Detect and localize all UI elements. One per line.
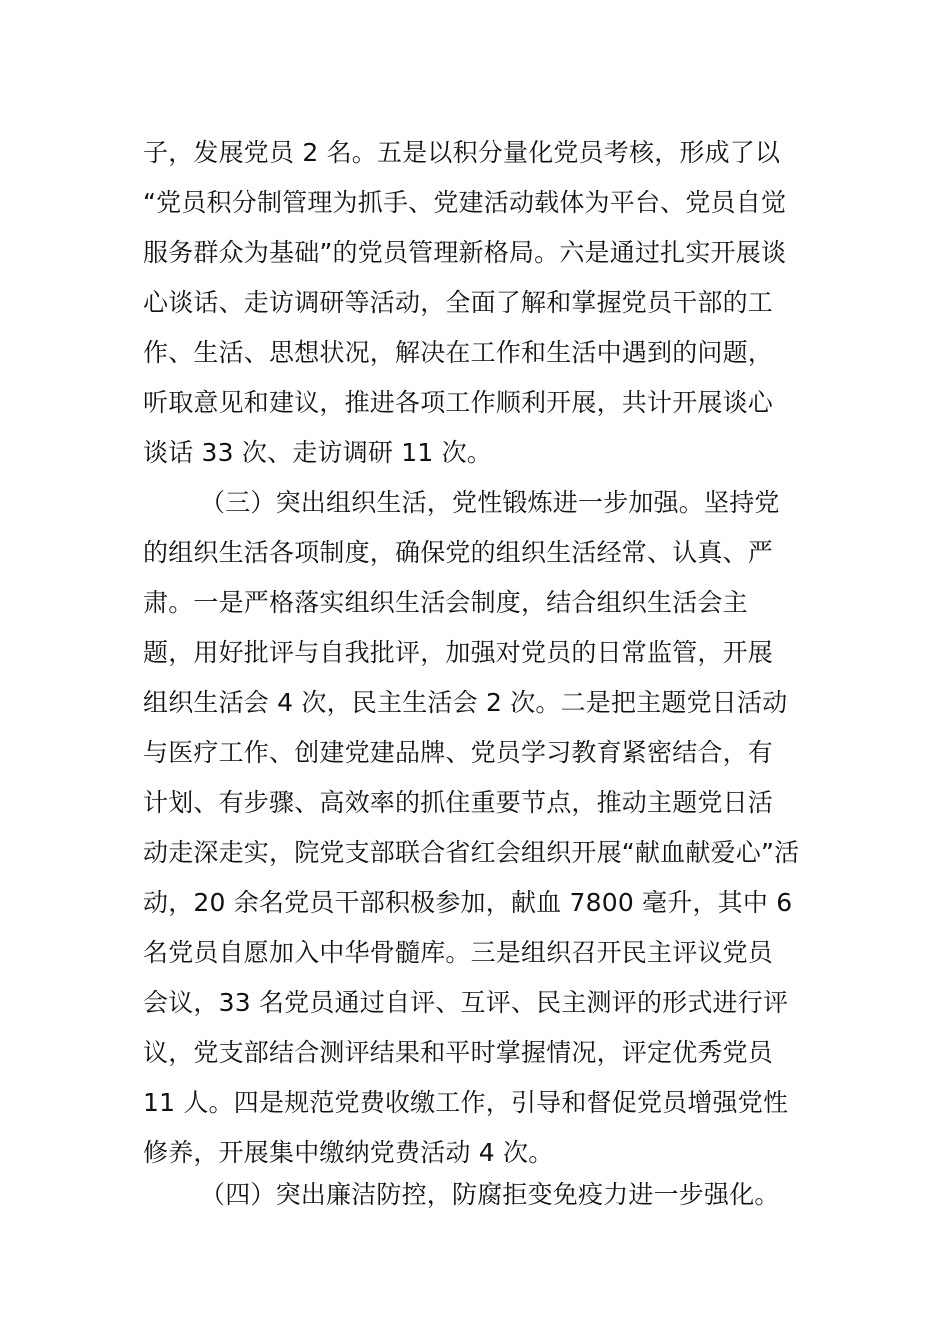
text-line: 心谈话、走访调研等活动，全面了解和掌握党员干部的工 [143,288,774,317]
text-line: 会议，33 名党员通过自评、互评、民主测评的形式进行评 [143,988,789,1017]
text-line: 计划、有步骤、高效率的抓住重要节点，推动主题党日活 [143,788,774,817]
text-line: 谈话 33 次、走访调研 11 次。 [143,438,493,467]
text-line: 11 人。四是规范党费收缴工作，引导和督促党员增强党性 [143,1088,789,1117]
text-line: 肃。一是严格落实组织生活会制度，结合组织生活会主 [143,588,748,617]
text-line: 子，发展党员 2 名。五是以积分量化党员考核，形成了以 [143,138,781,167]
text-line: 作、生活、思想状况，解决在工作和生活中遇到的问题， [143,338,774,367]
text-line: 题，用好批评与自我批评，加强对党员的日常监管，开展 [143,638,774,667]
text-line: “党员积分制管理为抓手、党建活动载体为平台、党员自觉 [143,188,787,217]
section-heading-3: （三）突出组织生活，党性锻炼进一步加强。坚持党 [200,488,780,517]
text-line: 的组织生活各项制度，确保党的组织生活经常、认真、严 [143,538,774,567]
text-line: 动走深走实，院党支部联合省红会组织开展“献血献爱心”活 [143,838,800,867]
text-line: 议，党支部结合测评结果和平时掌握情况，评定优秀党员 [143,1038,774,1067]
section-heading-4: （四）突出廉洁防控，防腐拒变免疫力进一步强化。 [200,1180,780,1209]
text-line: 修养，开展集中缴纳党费活动 4 次。 [143,1138,554,1167]
text-line: 动，20 余名党员干部积极参加，献血 7800 毫升，其中 6 [143,888,793,917]
text-line: 组织生活会 4 次，民主生活会 2 次。二是把主题党日活动 [143,688,788,717]
text-line: 名党员自愿加入中华骨髓库。三是组织召开民主评议党员 [143,938,774,967]
text-line: 与医疗工作、创建党建品牌、党员学习教育紧密结合，有 [143,738,774,767]
text-line: 服务群众为基础”的党员管理新格局。六是通过扎实开展谈 [143,238,787,267]
text-line: 听取意见和建议，推进各项工作顺利开展，共计开展谈心 [143,388,774,417]
